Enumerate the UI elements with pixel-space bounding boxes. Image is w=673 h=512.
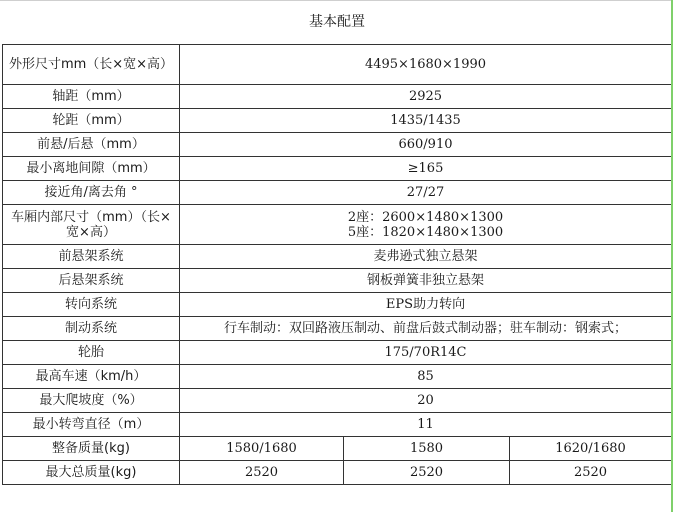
row-value-variant: 2520 <box>180 461 344 485</box>
row-value: ≥165 <box>180 157 672 181</box>
row-value: 20 <box>180 389 672 413</box>
row-label: 轴距（mm） <box>3 85 180 109</box>
table-row <box>3 437 672 461</box>
table-row <box>3 133 672 157</box>
row-label: 轮胎 <box>3 341 180 365</box>
row-label: 最大总质量(kg) <box>3 461 180 485</box>
table-row <box>3 317 672 341</box>
row-label: 前悬/后悬（mm） <box>3 133 180 157</box>
row-value-variant: 1620/1680 <box>510 437 672 461</box>
row-label: 车厢内部尺寸（mm）（长×宽×高） <box>3 205 180 245</box>
table-row <box>3 341 672 365</box>
row-label: 前悬架系统 <box>3 245 180 269</box>
table-row <box>3 365 672 389</box>
row-value-variant: 1580/1680 <box>180 437 344 461</box>
table-row <box>3 109 672 133</box>
table-row <box>3 461 672 485</box>
table-row <box>3 245 672 269</box>
row-label: 整备质量(kg) <box>3 437 180 461</box>
row-label: 接近角/离去角 ° <box>3 181 180 205</box>
row-value: 27/27 <box>180 181 672 205</box>
row-value <box>180 205 672 245</box>
row-label: 转向系统 <box>3 293 180 317</box>
row-value: 麦弗逊式独立悬架 <box>180 245 672 269</box>
table-row <box>3 269 672 293</box>
row-label: 最小离地间隙（mm） <box>3 157 180 181</box>
row-value: 钢板弹簧非独立悬架 <box>180 269 672 293</box>
row-value: 660/910 <box>180 133 672 157</box>
row-label: 最小转弯直径（m） <box>3 413 180 437</box>
row-value: 2925 <box>180 85 672 109</box>
row-value: 4495×1680×1990 <box>180 45 672 85</box>
row-value-variant: 2520 <box>344 461 510 485</box>
row-value-variant: 1580 <box>344 437 510 461</box>
row-label: 后悬架系统 <box>3 269 180 293</box>
table-row <box>3 413 672 437</box>
table-row <box>3 293 672 317</box>
row-label: 外形尺寸mm（长×宽×高） <box>3 45 180 85</box>
row-label: 最高车速（km/h） <box>3 365 180 389</box>
table-row <box>3 181 672 205</box>
table-row <box>3 45 672 85</box>
spec-table <box>2 0 672 485</box>
row-value: 行车制动：双回路液压制动、前盘后鼓式制动器；驻车制动：钢索式； <box>180 317 672 341</box>
table-row <box>3 205 672 245</box>
row-label: 轮距（mm） <box>3 109 180 133</box>
row-value-variant: 2520 <box>510 461 672 485</box>
row-value: 11 <box>180 413 672 437</box>
table-title: 基本配置 <box>3 0 672 45</box>
row-value: 85 <box>180 365 672 389</box>
row-value: 1435/1435 <box>180 109 672 133</box>
row-label: 最大爬坡度（%） <box>3 389 180 413</box>
row-label: 制动系统 <box>3 317 180 341</box>
row-value: EPS助力转向 <box>180 293 672 317</box>
table-row <box>3 389 672 413</box>
table-row <box>3 157 672 181</box>
table-row <box>3 85 672 109</box>
row-value-line: 5座：1820×1480×1300 <box>347 224 504 240</box>
row-value: 175/70R14C <box>180 341 672 365</box>
row-value-line: 2座：2600×1480×1300 <box>347 209 504 225</box>
